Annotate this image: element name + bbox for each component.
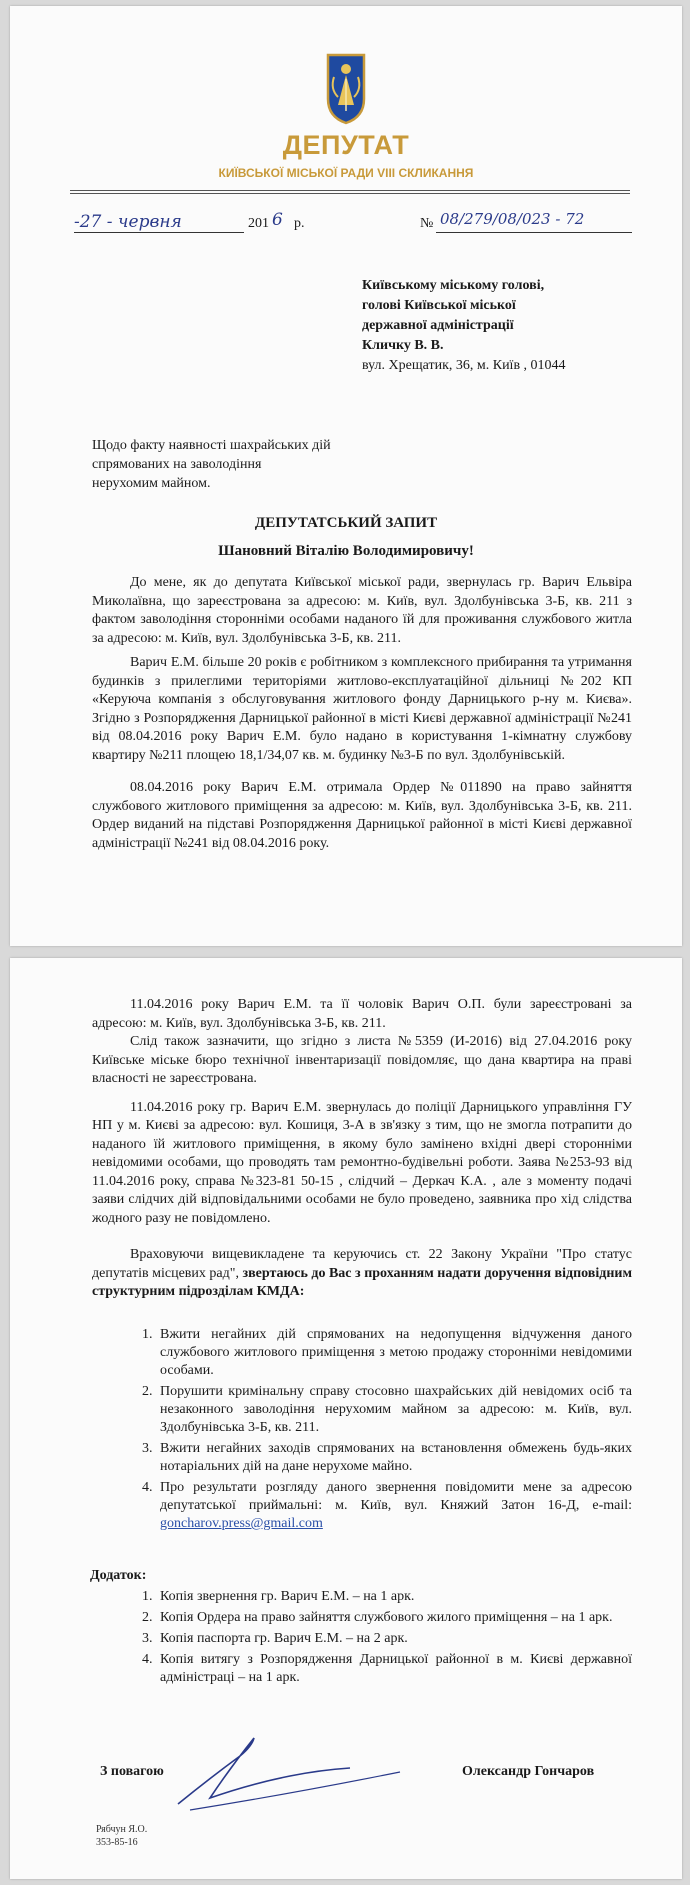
date-day: -27 - червня bbox=[74, 212, 182, 232]
request-bold: звертаюсь до Вас з проханням надати доручення відповідним структурним підрозділам КМДА: bbox=[92, 1265, 632, 1299]
greeting: Шановний Віталію Володимировичу! bbox=[218, 543, 474, 559]
executor-phone: 353-85-16 bbox=[96, 1837, 138, 1848]
attachment-item-1: 1. Копія звернення гр. Варич Е.М. – на 1 арк. bbox=[156, 1588, 632, 1606]
letter-page-1 bbox=[10, 6, 682, 946]
request-item-1: 1. Вжити негайних дій спрямованих на недопущення відчуження даного службового житлового приміщення з метою продажу сторонніми невідомими особами. bbox=[156, 1326, 632, 1380]
requests-list bbox=[128, 1326, 632, 1533]
addressee-block bbox=[362, 276, 662, 376]
letter-page-2 bbox=[10, 958, 682, 1879]
handwritten-signature bbox=[170, 1728, 410, 1812]
executor-name: Рябчун Я.О. bbox=[96, 1824, 148, 1835]
subject-line-1: Щодо факту наявності шахрайських дій bbox=[92, 438, 331, 453]
attachments-list bbox=[128, 1588, 632, 1687]
request-item-2: 2. Порушити кримінальну справу стосовно шахрайських дій невідомих осіб та незаконного заволодіння нерухомим майном за адресою: м. Київ, вул. Здолбунівська 3-Б, кв. 211. bbox=[156, 1383, 632, 1437]
number-underline bbox=[436, 232, 632, 233]
attachment-item-2: 2. Копія Ордера на право зайняття службового жилого приміщення – на 1 арк. bbox=[156, 1609, 632, 1627]
request-paragraph bbox=[92, 1246, 632, 1302]
paragraph-3: 08.04.2016 року Варич Е.М. отримала Ордер №011890 на право зайняття службового житлового приміщення за адресою: м. Київ, вул. Здолбунівська 3-Б, кв. 211. Ордер виданий на підставі Розпорядження Дарницької районної в місті Києві державної адміністрації №241 від 08.04.2016 року. bbox=[92, 780, 632, 851]
attachments-title: Додаток: bbox=[90, 1568, 147, 1583]
page1-body bbox=[92, 574, 632, 853]
page2-body bbox=[92, 996, 632, 1302]
addressee-line-3: державної адміністрації bbox=[362, 318, 514, 333]
request-item-3: 3. Вжити негайних заходів спрямованих на встановлення обмежень будь-яких нотаріальних дій на дане нерухоме майно. bbox=[156, 1440, 632, 1476]
subject-line-2: спрямованих на заволодіння bbox=[92, 457, 262, 472]
header-rule-1 bbox=[70, 190, 630, 191]
document-title: ДЕПУТАТСЬКИЙ ЗАПИТ bbox=[254, 515, 438, 531]
paragraph-2: Варич Е.М. більше 20 років є робітником з комплексного прибирання та утримання будинків з прилеглими територіями житлово-експлуатаційної дільниці №202 КП «Керуюча компанія з обслуговування житлового фонду Дарницького р-ну м. Києва». Згідно з Розпорядження Дарницької районної в місті Києві державної адміністрації №241 від 08.04.2016 року Варич Е.М. було надано в користування 1-кімнатну службову квартиру №211 площею 18,1/34,07 кв. м. будинку №3-Б по вул. Здолбунівській. bbox=[92, 655, 632, 763]
outgoing-number: 08/279/08/023 - 72 bbox=[440, 210, 585, 228]
addressee-line-5: вул. Хрещатик, 36, м. Київ , 01044 bbox=[362, 358, 566, 373]
closing: З повагою bbox=[100, 1764, 164, 1779]
paragraph-6: 11.04.2016 року гр. Варич Е.М. звернулась до поліції Дарницького управління ГУ НП у м. Києві за адресою: вул. Кошиця, 3-А в зв'язку з тим, що не змогла потрапити до наданого їй житлового приміщення, в якому було замінено вхідні двері сторонніми невідомими особами, що проводять там ремонтно-будівельні роботи. Заява №253-93 від 11.04.2016 року, справа №323-81 50-15 , слідчий – Деркач К.А. , але з моменту подачі заяви слідчих дій відповідальними особами не було проведено, заявника про хід слідства жодного разу не повідомлено. bbox=[92, 1099, 632, 1226]
signatory-name: Олександр Гончаров bbox=[462, 1764, 595, 1779]
subject-line-3: нерухомим майном. bbox=[92, 476, 211, 491]
header-rule-2 bbox=[70, 193, 630, 194]
attachments-block bbox=[128, 1588, 632, 1690]
date-year-digit: 6 bbox=[272, 210, 283, 230]
email-link[interactable]: goncharov.press@gmail.com bbox=[160, 1516, 323, 1531]
date-year-prefix: 201 bbox=[248, 216, 269, 231]
requests-list-block bbox=[128, 1326, 632, 1536]
addressee-line-1: Київському міському голові, bbox=[362, 278, 545, 293]
number-prefix: № bbox=[420, 216, 434, 231]
date-suffix: р. bbox=[294, 216, 305, 231]
addressee-line-2: голові Київської міської bbox=[362, 298, 516, 313]
paragraph-5: Слід також зазначити, що згідно з листа №5359 (И-2016) від 27.04.2016 року Київське міське бюро технічної інвентаризації повідомляє, що дана квартира на праві власності не зареєстрована. bbox=[92, 1034, 632, 1086]
deputy-subtitle: КИЇВСЬКОЇ МІСЬКОЇ РАДИ VIII СКЛИКАННЯ bbox=[218, 166, 474, 180]
paragraph-4: 11.04.2016 року Варич Е.М. та її чоловік Варич О.П. були зареєстровані за адресою: м. Київ, вул. Здолбунівська 3-Б, кв. 211. bbox=[92, 997, 632, 1031]
attachment-item-3: 3. Копія паспорта гр. Варич Е.М. – на 2 арк. bbox=[156, 1630, 632, 1648]
deputy-title: ДЕПУТАТ bbox=[282, 130, 410, 160]
date-underline bbox=[74, 232, 244, 233]
subject-block bbox=[92, 436, 372, 493]
attachment-item-4: 4. Копія витягу з Розпорядження Дарницької районної в м. Києві державної адміністраці – на 1 арк. bbox=[156, 1651, 632, 1687]
request-item-4-text: Про результати розгляду даного звернення повідомити мене за адресою депутатської приймальні: м. Київ, вул. Княжий Затон 16-Д, e-mail: bbox=[160, 1480, 632, 1513]
kyiv-coat-of-arms-icon bbox=[324, 51, 368, 125]
request-item-4 bbox=[156, 1479, 632, 1533]
request-lead: Враховуючи вищевикладене та керуючись ст. 22 Закону України "Про статус депутатів місцевих рад", bbox=[92, 1247, 632, 1281]
addressee-line-4: Кличку В. В. bbox=[362, 338, 444, 353]
paragraph-1: До мене, як до депутата Київської міської ради, звернулась гр. Варич Ельвіра Миколаївна, що зареєстрована за адресою: м. Київ, вул. Здолбунівська 3-Б, кв. 211 з фактом заволодіння сторонніми особами наданого їй для проживання службового житла за адресою: м. Київ, вул. Здолбунівська 3-Б, кв. 211. bbox=[92, 575, 632, 646]
